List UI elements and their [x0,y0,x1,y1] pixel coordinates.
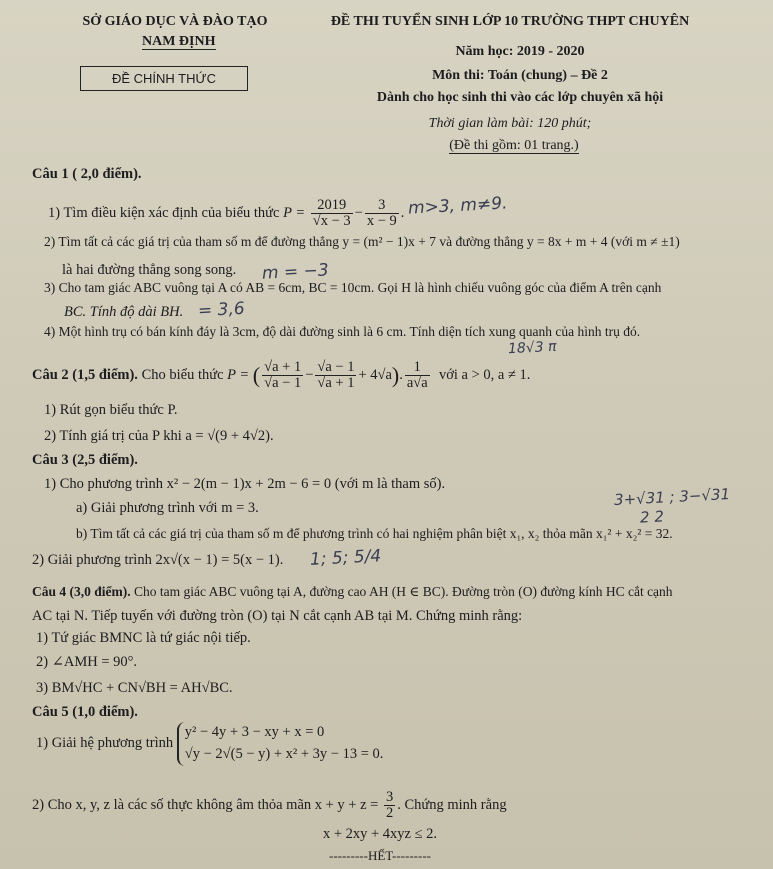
q1-handwritten-answer-4: 18√3 π [507,338,557,358]
q3-part1b: b) Tìm tất cả các giá trị của tham số m để phương trình có hai nghiệm phân biệt x₁, x₂ thỏa mãn x₁² + x₂² = 32. [76,526,673,541]
page-count-label: (Đề thi gồm: 01 trang.) [449,138,579,153]
q5-title: Câu 5 (1,0 điểm). [32,704,138,720]
q4-title: Câu 4 (3,0 điểm). [32,584,131,599]
q3-handwritten-answer-a: 3+√31 ; 3−√31 [613,484,731,510]
q5-equation-1: y² − 4y + 3 − xy + x = 0 [184,724,325,740]
q1-part1-text: 1) Tìm điều kiện xác định của biểu thức [48,205,280,222]
q2-fraction-1 [262,360,303,391]
q1-handwritten-answer-2: m = −3 [261,260,330,284]
q3-title: Câu 3 (2,5 điểm). [32,452,138,468]
q1-title: Câu 1 ( 2,0 điểm). [32,166,142,182]
q2-part2: 2) Tính giá trị của P khi a = √(9 + 4√2). [44,428,274,444]
q2-f2-den: √a + 1 [317,375,355,392]
q3-part1a: a) Giải phương trình với m = 3. [76,500,259,516]
q1-part2: 2) Tìm tất cả các giá trị của tham số m để đường thẳng y = (m² − 1)x + 7 và đường thẳng y = 8x + m + 4 (với m ≠ ±1) [44,234,680,249]
q4-part1: 1) Tứ giác BMNC là tứ giác nội tiếp. [36,630,251,646]
q2-f2-num: √a − 1 [317,359,355,375]
q2-intro: Cho biểu thức [141,367,224,384]
school-year: Năm học: 2019 - 2020 [455,44,585,59]
q2-expr-prefix: P = [227,367,250,384]
q5-fraction [384,790,395,821]
q1-fraction-1 [311,198,353,229]
q1-fraction-2 [365,198,399,229]
q1-part2-cont: là hai đường thẳng song song. [62,262,237,278]
page-count [444,138,584,154]
q1-handwritten-answer-1: m>3, m≠9. [407,193,508,219]
exam-title: ĐỀ THI TUYỂN SINH LỚP 10 TRƯỜNG THPT CHUYÊN [330,14,690,29]
q5-inequality: x + 2xy + 4xyz ≤ 2. [322,826,438,842]
q3-handwritten-answer-a-den: 2 2 [639,507,665,527]
q2-fraction-3 [405,360,430,391]
department-name: SỞ GIÁO DỤC VÀ ĐÀO TẠO [82,14,268,29]
exam-duration: Thời gian làm bài: 120 phút; [428,116,592,131]
q2-f1-num: √a + 1 [264,359,302,375]
province-label: NAM ĐỊNH [142,34,216,49]
end-marker: ---------HẾT--------- [328,848,431,863]
q3-part2: 2) Giải phương trình 2x√(x − 1) = 5(x − 1). [32,552,284,568]
q1-f1-den: √x − 3 [312,213,351,230]
q5-equation-2: √y − 2√(5 − y) + x² + 3y − 13 = 0. [184,745,384,762]
q5-frac-num: 3 [385,789,394,805]
q2-fraction-2 [315,360,356,391]
official-stamp: ĐỀ CHÍNH THỨC [80,66,248,91]
q5-part2 [32,790,507,821]
q1-part1: 1) Tìm điều kiện xác định của biểu thức P = $\frac{2019}{√x - 3}$ − $\frac{3}{x - 9}$ . [48,197,405,230]
q4-part3: 3) BM√HC + CN√BH = AH√BC. [36,680,233,696]
q1-f1-num: 2019 [311,198,353,214]
q2-condition: với a > 0, a ≠ 1. [438,367,531,384]
q2-f1-den: √a − 1 [264,375,302,392]
q4-part2: 2) ∠AMH = 90°. [36,654,138,670]
q3-handwritten-answer-2: 1; 5; 5/4 [309,546,382,570]
exam-subject: Môn thi: Toán (chung) – Đề 2 [432,68,608,83]
province-name [142,34,216,50]
q3-part1: 1) Cho phương trình x² − 2(m − 1)x + 2m − 6 = 0 (với m là tham số). [44,476,446,492]
q2-expr-mid: + 4√a [358,367,392,384]
q4-intro: Cho tam giác ABC vuông tại A, đường cao AH (H ∈ BC). Đường tròn (O) đường kính HC cắt cạnh [134,584,673,599]
q5-part1 [36,722,383,766]
q5-equation-system [177,722,384,766]
q5-part2-post: . Chứng minh rằng [397,797,507,814]
q1-part3: 3) Cho tam giác ABC vuông tại A có AB = 6cm, BC = 10cm. Gọi H là hình chiếu vuông góc của điểm A trên cạnh [44,280,662,295]
exam-audience: Dành cho học sinh thi vào các lớp chuyên xã hội [376,90,664,105]
q5-part1-text: 1) Giải hệ phương trình [36,735,174,752]
q1-f2-den: x − 9 [366,213,397,230]
q1-f2-num: 3 [365,198,399,214]
q2-f3-num: 1 [405,360,430,376]
q2-part1: 1) Rút gọn biểu thức P. [44,402,178,418]
q5-frac-den: 2 [385,805,394,822]
q2-title: Câu 2 (1,5 điểm). [32,367,138,384]
q2-statement: Câu 2 (1,5 điểm). Cho biểu thức P = ( $\frac{√a + 1}{√a - 1}$ − $\frac{√a - 1}{√a + 1}$ + 4√a). $\frac{1}{a√a}$ với a > 0, a ≠ 1. [32,359,531,392]
q1-part3-cont: BC. Tính độ dài BH. [64,304,184,320]
q2-f3-den: a√a [406,375,428,392]
q4-statement [32,584,673,600]
q1-handwritten-answer-3: = 3,6 [197,298,246,322]
q4-intro-cont: AC tại N. Tiếp tuyến với đường tròn (O) tại N cắt cạnh AB tại M. Chứng minh rằng: [32,608,523,624]
q1-part4: 4) Một hình trụ có bán kính đáy là 3cm, độ dài đường sinh là 6 cm. Tính diện tích xung quanh của hình trụ đó. [44,324,641,339]
q1-expr-prefix: P = [283,205,306,222]
q5-part2-text: 2) Cho x, y, z là các số thực không âm thỏa mãn x + y + z = [32,797,379,814]
